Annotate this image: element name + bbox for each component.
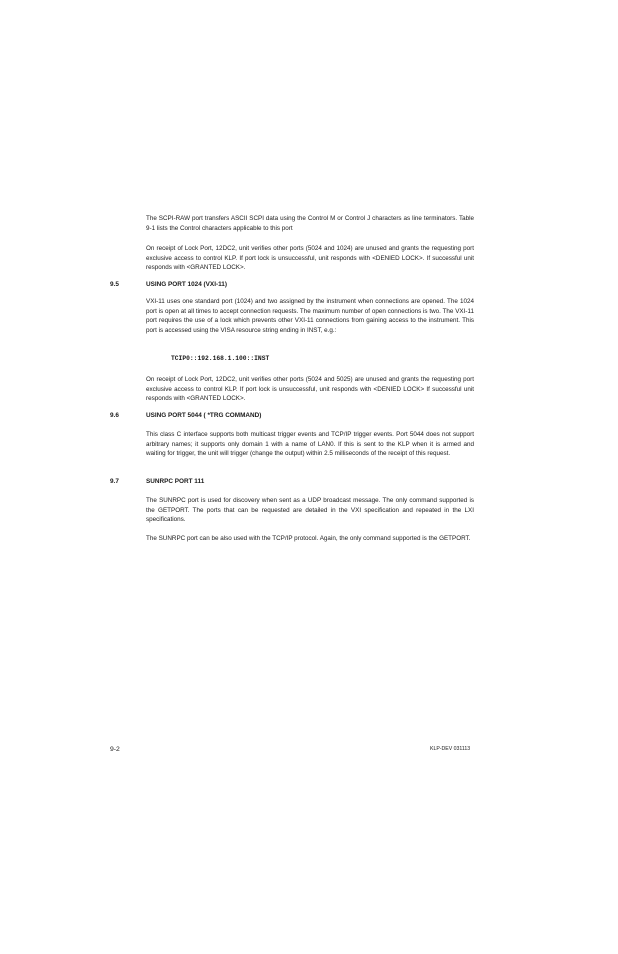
section-title-9-5: USING PORT 1024 (VXI-11) (146, 281, 227, 288)
vxi11-paragraph: VXI-11 uses one standard port (1024) and two assigned by the instrument when connections are opened. The 1024 port is open at all times to accept connection requests. The maximum number of open connections is two. The VXI-11 port requires the use of a lock which prevents other VXI-11 connections from gaining access to the instrument. This port is accessed using the VISA resource string ending in INST, e.g.: (146, 298, 474, 334)
section-number-9-6: 9.6 (110, 412, 119, 419)
scpi-raw-paragraph: The SCPI-RAW port transfers ASCII SCPI data using the Control M or Control J characters as line terminators. Table 9-1 lists the Control characters applicable to this port (146, 215, 474, 232)
document-id: KLP-DEV 031113 (430, 746, 471, 752)
section-number-9-7: 9.7 (110, 478, 119, 485)
trg-paragraph: This class C interface supports both multicast trigger events and TCP/IP trigger events. Port 5044 does not support arbitrary names; it supports only domain 1 with a name of LAN0. If this is sent to the KLP when it is armed and waiting for trigger, the unit will trigger (change the output) within 2.5 milliseconds of the receipt of this request. (146, 431, 474, 458)
section-title-9-7: SUNRPC PORT 111 (146, 478, 205, 485)
lock-port-paragraph-2: On receipt of Lock Port, 12DC2, unit verifies other ports (5024 and 5025) are unused and grants the requesting port exclusive access to control KLP. If port lock is unsuccessful, unit responds with <DENIED LOCK> If successful unit responds with <GRANTED LOCK>. (146, 376, 474, 403)
section-title-9-6: USING PORT 5044 ( *TRG COMMAND) (146, 412, 262, 419)
lock-port-paragraph-1: On receipt of Lock Port, 12DC2, unit verifies other ports (5024 and 1024) are unused and grants the requesting port exclusive access to control KLP. If port lock is unsuccessful, unit responds with <DENIED LOCK>. If successful unit responds with <GRANTED LOCK>. (146, 245, 474, 272)
visa-resource-code: TCIP0::192.168.1.100::INST (171, 355, 270, 362)
sunrpc-paragraph-2: The SUNRPC port can be also used with the TCP/IP protocol. Again, the only command supported is the GETPORT. (146, 535, 471, 542)
sunrpc-paragraph-1: The SUNRPC port is used for discovery when sent as a UDP broadcast message. The only command supported is the GETPORT. The ports that can be requested are detailed in the VXI specification and repeated in the LXI specifications. (146, 497, 474, 524)
page-number: 9-2 (110, 746, 120, 753)
section-number-9-5: 9.5 (110, 281, 119, 288)
